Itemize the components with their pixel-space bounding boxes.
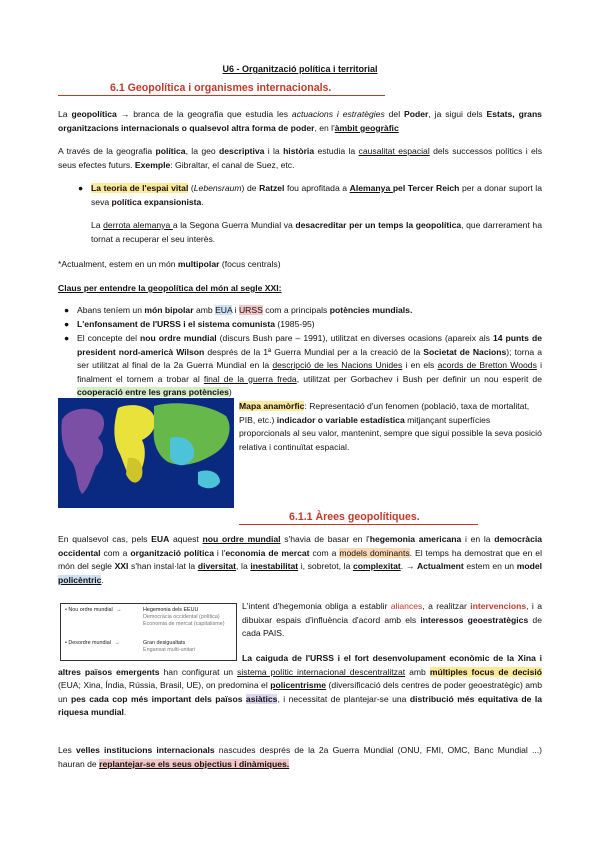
diagram-row-1: • Nou ordre mundial →	[65, 607, 122, 613]
bullet-mon-bipolar: ● Abans teníem un món bipolar amb EUA i URSS com a principals potències mundials.	[77, 304, 542, 318]
diagram-row-2: • Desordre mundial →	[65, 640, 120, 646]
bullet-dot-icon: ●	[78, 183, 84, 193]
anamorphic-map-svg	[58, 398, 234, 508]
note-multipolar: *Actualment, estem en un món multipolar (focus centrals)	[58, 259, 281, 269]
paragraph-geografia-politica: A través de la geografia política, la geo descriptiva i la història estudia la causalitat espacial dels successos polítics i els seus efectes futurs. Exemple: Gibraltar, el canal de Suez, etc.	[58, 146, 542, 170]
arrow-right-icon: →	[116, 607, 122, 613]
section-heading: 6.1 Geopolítica i organismes internacionals.	[58, 81, 385, 96]
paragraph-caiguda-urss: La caiguda de l'URSS i el fort desenvolupament econòmic de la Xina i altres països emergents han configurat un sistema polític internacional descentralitzat amb múltiples focus de decisió (EUA; Xina, Índia, Rússia, Brasil, UE), on predomina el policentrisme (diversificació dels centres de poder geoestratègic) amb un pes cada cop més important dels països asiàtics, i necessitat de plantejar-se una distribució més equitativa de la riquesa mundial.	[58, 653, 542, 718]
diagram-row-1-text: Hegemonia dels EEUU Democràcia occidental (política) Economia de mercat (capitalisme)	[143, 607, 225, 627]
bullet-dot-icon: ●	[64, 333, 70, 343]
arrow-right-icon: →	[114, 640, 120, 646]
bullet-dot-icon: ●	[64, 305, 70, 315]
diagram-bullet-icon: •	[65, 607, 67, 613]
paragraph-hegemonia: En qualsevol cas, pels EUA aquest nou ordre mundial s'havia de basar en l'hegemonia americana i en la democràcia occidental com a organització política i l'economia de mercat com a models dominants. El temps ha demostrat que en el món del segle XXI s'han instal·lat la diversitat, la inestabilitat i, sobretot, la complexitat. → Actualment estem en un model policèntric.	[58, 534, 543, 585]
bullet-dot-icon: ●	[64, 319, 70, 329]
diagram-bullet-icon: •	[65, 640, 67, 646]
bullet-nou-ordre-mundial: ● El concepte del nou ordre mundial (discurs Bush pare – 1991), utilitzat en diverses ocasions (apareix als 14 punts de president nord-americà Wilson després de la 1ª Guerra Mundial per a la creació de la Societat de Nacions); torna a ser utilitzat al final de la 2a Guerra Mundial en la descripció de les Nacions Unides i en els acords de Bretton Woods i finalment el tornem a trobar al final de la guerra freda, utilitzat per Gorbachev i Bush per definir un nou esperit de cooperació entre les grans potències)	[64, 333, 542, 398]
paragraph-intent-hegemonia: L'intent d'hegemonia obliga a establir aliances, a realitzar intervencions, i a dibuixar espais d'influència d'acord amb els interessos geoestratègics de cada PAIS.	[242, 601, 542, 639]
bullet-lebensraum: ● La teoria de l'espai vital (Lebensraum) de Ratzel fou aprofitada a Alemanya pel Tercer Reich per a donar suport la seva política expansionista.	[78, 183, 542, 207]
paragraph-derrota-alemanya: La derrota alemanya a la Segona Guerra Mundial va desacreditar per un temps la geopolítica, que darrerament ha tornat a recuperar el seu interès.	[91, 220, 542, 244]
paragraph-velles-institucions: Les velles institucions internacionals nascudes després de la 2a Guerra Mundial (ONU, FMI, OMC, Banc Mundial ...) hauran de replantejar-se els seus objectius i dinàmiques.	[58, 745, 542, 769]
subsection-heading: 6.1.1 Àrees geopolítiques.	[239, 510, 478, 525]
bullet-enfonsament-urss: ● L'enfonsament de l'URSS i el sistema comunista (1985-95)	[77, 318, 542, 332]
anamorphic-map-image	[58, 398, 234, 508]
paragraph-mapa-anamorfic: Mapa anamòrfic: Representació d'un fenomen (població, taxa de mortalitat, PIB, etc.) indicador o variable estadística mitjançant superfícies proporcionals al seu valor, mantenint, sempre que sigui possible la seva posició relativa i continuïtat espacial.	[239, 401, 542, 452]
claus-heading: Claus per entendre la geopolítica del món al segle XXI:	[58, 283, 282, 293]
paragraph-geopolitica: La geopolítica → branca de la geografia que estudia les actuacions i estratègies del Poder, ja sigui dels Estats, grans organitzacions internacionals o qualsevol altra forma de poder, en l'àmbit geogràfic	[58, 109, 542, 133]
diagram-row-2-text: Gran desigualtats Enganxat multi-unitari	[143, 640, 196, 653]
page-title: U6 - Organització política i territorial	[222, 64, 378, 74]
